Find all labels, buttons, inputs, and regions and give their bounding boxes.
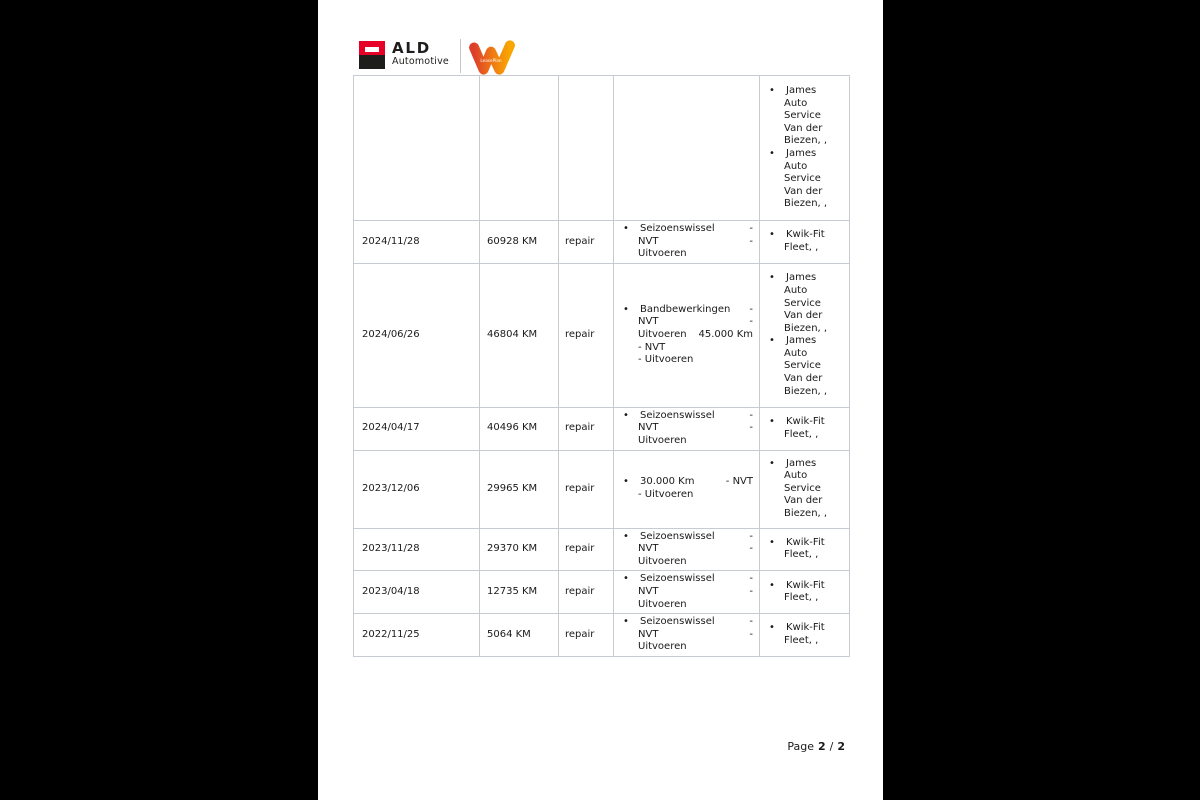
footer-page-label: Page: [787, 740, 814, 753]
bullet-line: NVT -: [638, 543, 753, 555]
bullet-item: [623, 616, 753, 654]
table-row: [354, 76, 850, 221]
bullet-line: Auto: [784, 284, 808, 296]
bullet-marker-icon: •: [623, 476, 629, 488]
cell-date: 2023/04/18: [354, 571, 480, 614]
cell-description: [614, 528, 760, 571]
table-row: [354, 407, 850, 450]
bullet-line: Biezen, ,: [784, 198, 828, 210]
bullet-line: - Uitvoeren: [638, 489, 694, 501]
leaseplan-logo-text: LeasePlan: [480, 58, 502, 64]
bullet-marker-icon: •: [623, 223, 629, 234]
bullet-line: Biezen, ,: [784, 385, 828, 397]
table-row: [354, 528, 850, 571]
bullet-marker-icon: •: [623, 303, 629, 315]
bullet-line: Seizoenswissel -: [640, 530, 753, 542]
bullet-line: Service: [784, 110, 821, 122]
cell-mileage: 46804 KM: [480, 263, 559, 407]
footer-total-pages: 2: [837, 740, 845, 753]
cell-mileage: 5064 KM: [480, 614, 559, 657]
bullet-line: 30.000 Km - NVT: [640, 476, 753, 488]
bullet-line: Biezen, ,: [784, 322, 828, 334]
bullet-line: NVT -: [638, 235, 753, 247]
bullet-line: Fleet, ,: [784, 635, 819, 647]
bullet-line: Auto: [784, 347, 808, 359]
bullet-item: [769, 537, 843, 562]
bullet-line: Van der: [784, 495, 823, 507]
ald-subtitle: Automotive: [392, 56, 449, 67]
cell-date: 2023/12/06: [354, 450, 480, 528]
bullet-marker-icon: •: [623, 573, 629, 585]
bullet-item: [623, 476, 753, 501]
bullet-line: Fleet, ,: [784, 549, 819, 561]
cell-type: repair: [559, 263, 614, 407]
bullet-item: [769, 335, 843, 398]
cell-description: [614, 614, 760, 657]
bullet-marker-icon: •: [769, 457, 775, 469]
cell-date: 2022/11/25: [354, 614, 480, 657]
bullet-item: [769, 85, 843, 148]
bullet-item: [769, 458, 843, 521]
bullet-line: Uitvoeren: [638, 555, 687, 567]
bullet-item: [623, 223, 753, 261]
cell-mileage: 12735 KM: [480, 571, 559, 614]
cell-supplier: [760, 407, 850, 450]
bullet-item: [769, 622, 843, 647]
bullet-line: Kwik-Fit: [786, 229, 825, 241]
bullet-line: Auto: [784, 160, 808, 172]
cell-description: [614, 76, 760, 221]
bullet-item: [769, 148, 843, 211]
cell-supplier: [760, 571, 850, 614]
bullet-line: Van der: [784, 373, 823, 385]
bullet-line: NVT -: [638, 628, 753, 640]
cell-type: repair: [559, 614, 614, 657]
cell-mileage: 40496 KM: [480, 407, 559, 450]
ald-logo-black-block: [359, 55, 385, 69]
bullet-line: Kwik-Fit: [786, 622, 825, 634]
cell-type: repair: [559, 571, 614, 614]
ald-wordmark: [392, 41, 449, 67]
cell-supplier: [760, 450, 850, 528]
bullet-line: Uitvoeren: [638, 434, 687, 446]
bullet-item: [769, 229, 843, 254]
bullet-marker-icon: •: [623, 530, 629, 542]
footer-current-page: 2: [817, 740, 826, 753]
ald-logo-icon: [359, 41, 385, 69]
bullet-line: Van der: [784, 185, 823, 197]
table-row: [354, 450, 850, 528]
document-header: [359, 39, 516, 79]
cell-description: [614, 571, 760, 614]
ald-logo-white-dash: [365, 47, 379, 52]
bullet-line: Uitvoeren: [638, 248, 687, 260]
bullet-line: Van der: [784, 122, 823, 134]
bullet-line: Auto: [784, 470, 808, 482]
cell-type: [559, 76, 614, 221]
bullet-line: Kwik-Fit: [786, 536, 825, 548]
cell-supplier: [760, 614, 850, 657]
bullet-item: [769, 272, 843, 335]
ald-title: ALD: [392, 39, 432, 57]
bullet-item: [623, 304, 753, 367]
table-row: [354, 614, 850, 657]
cell-date: 2023/11/28: [354, 528, 480, 571]
table-row: [354, 263, 850, 407]
bullet-item: [623, 531, 753, 569]
bullet-item: [623, 573, 753, 611]
bullet-line: Bandbewerkingen -: [640, 303, 753, 315]
bullet-line: James: [786, 457, 817, 469]
bullet-line: Seizoenswissel -: [640, 616, 753, 628]
cell-description: [614, 221, 760, 264]
bullet-item: [623, 410, 753, 448]
cell-description: [614, 407, 760, 450]
cell-supplier: [760, 263, 850, 407]
bullet-line: Fleet, ,: [784, 241, 819, 253]
bullet-line: Uitvoeren: [638, 641, 687, 653]
bullet-line: Uitvoeren: [638, 598, 687, 610]
footer-separator: /: [829, 740, 834, 753]
document-page: [318, 0, 883, 800]
bullet-marker-icon: •: [623, 616, 629, 628]
table-row: [354, 571, 850, 614]
bullet-marker-icon: •: [769, 536, 775, 548]
bullet-marker-icon: •: [769, 579, 775, 591]
bullet-line: Seizoenswissel -: [640, 223, 753, 234]
bullet-item: [769, 580, 843, 605]
cell-mileage: 29370 KM: [480, 528, 559, 571]
bullet-line: James: [786, 335, 817, 347]
logo-divider: [460, 39, 461, 73]
bullet-marker-icon: •: [769, 85, 775, 97]
bullet-line: Uitvoeren 45.000 Km: [638, 328, 753, 340]
cell-description: [614, 450, 760, 528]
cell-supplier: [760, 221, 850, 264]
cell-supplier: [760, 76, 850, 221]
bullet-line: Seizoenswissel -: [640, 409, 753, 421]
bullet-marker-icon: •: [769, 148, 775, 159]
bullet-marker-icon: •: [769, 272, 775, 284]
cell-mileage: 60928 KM: [480, 221, 559, 264]
bullet-line: Seizoenswissel -: [640, 573, 753, 585]
bullet-line: Service: [784, 297, 821, 309]
bullet-line: NVT -: [638, 585, 753, 597]
cell-date: 2024/11/28: [354, 221, 480, 264]
leaseplan-logo-icon: [468, 38, 516, 78]
bullet-marker-icon: •: [769, 416, 775, 428]
cell-date: [354, 76, 480, 221]
cell-date: 2024/04/17: [354, 407, 480, 450]
bullet-marker-icon: •: [769, 335, 775, 347]
cell-supplier: [760, 528, 850, 571]
bullet-line: James: [786, 85, 817, 97]
cell-mileage: [480, 76, 559, 221]
bullet-line: Biezen, ,: [784, 135, 828, 147]
bullet-line: NVT -: [638, 422, 753, 434]
bullet-line: Kwik-Fit: [786, 579, 825, 591]
bullet-line: Fleet, ,: [784, 428, 819, 440]
cell-mileage: 29965 KM: [480, 450, 559, 528]
bullet-line: Fleet, ,: [784, 592, 819, 604]
bullet-line: NVT -: [638, 316, 753, 328]
cell-type: repair: [559, 450, 614, 528]
bullet-marker-icon: •: [623, 409, 629, 421]
bullet-marker-icon: •: [769, 229, 775, 241]
bullet-line: Biezen, ,: [784, 507, 828, 519]
bullet-line: - NVT: [638, 341, 666, 353]
table-row: [354, 221, 850, 264]
cell-description: [614, 263, 760, 407]
bullet-line: Service: [784, 173, 821, 185]
bullet-line: Van der: [784, 310, 823, 322]
cell-date: 2024/06/26: [354, 263, 480, 407]
bullet-line: Service: [784, 482, 821, 494]
cell-type: repair: [559, 528, 614, 571]
cell-type: repair: [559, 221, 614, 264]
service-history-table: [353, 75, 850, 657]
bullet-line: Service: [784, 360, 821, 372]
bullet-line: James: [786, 148, 817, 159]
bullet-line: James: [786, 272, 817, 284]
bullet-line: Kwik-Fit: [786, 416, 825, 428]
bullet-item: [769, 416, 843, 441]
cell-type: repair: [559, 407, 614, 450]
bullet-line: Auto: [784, 97, 808, 109]
page-footer: [787, 740, 845, 754]
bullet-marker-icon: •: [769, 622, 775, 634]
bullet-line: - Uitvoeren: [638, 354, 694, 366]
